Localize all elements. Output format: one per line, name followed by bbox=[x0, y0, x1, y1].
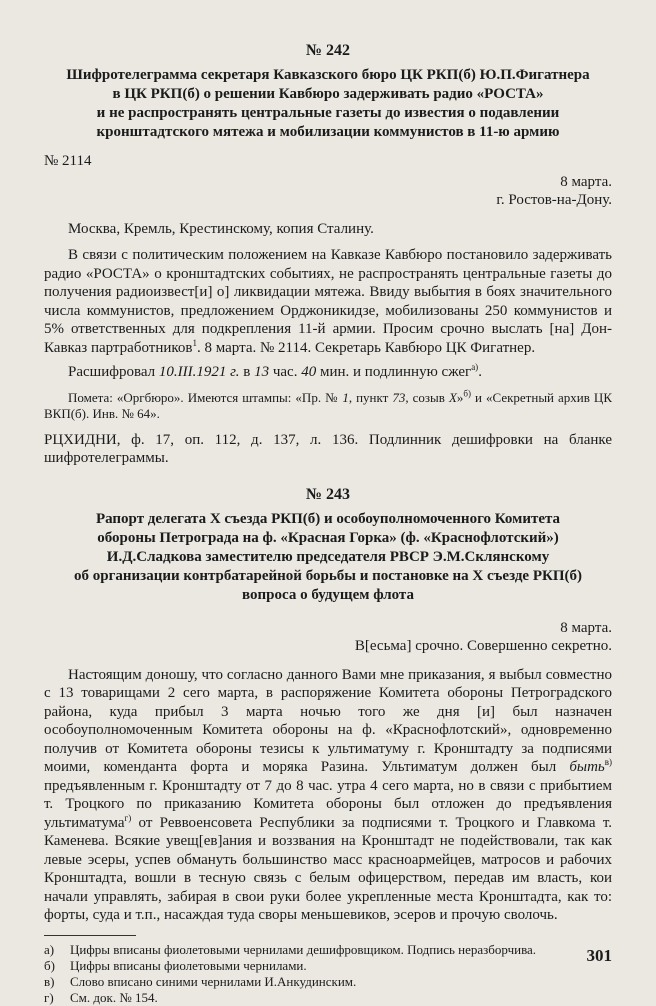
footnote-ref: а) bbox=[471, 362, 479, 372]
doc-243-title bbox=[44, 510, 612, 605]
doc-243-body: Настоящим доношу, что согласно данного Вами мне приказания, я выбыл совместно с 13 товарищами 2 сего марта, в распоряжение Комитета обороны Петроградского района, куда прибыл 3 марта ночью того же дня [и] был назначен особоуполномоченным Комитета обороны на ф. «Краснофлотский», одновременно получив от Комитета обороны тезисы к ультиматуму г. Кронштадту за подписями моими, коменданта форта и моряка Разина. Ультиматум должен был быть$^{в)}$ предъявленным г. Кронштадту от 7 до 8 час. утра 4 сего марта, но в связи с прибытием т. Троцкого по приказанию Комитета обороны был отложен до предъявления ультиматума$^{г)}$ от Реввоенсовета Республики за подписями т. Троцкого и Главкома т. Каменева. Всякие увещ[ев]ания и воззвания на Кронштадт не подействовали, так как левые эсеры, успев обмануть большинство масс красноармейцев, матросов и рабочих Кронштадта, вошли в тесную связь с белым офицерством, передав им власть, кои начали управлять, забирая в свои руки более укрепленные места Кронштадта, как то: форты, суда и т.п., насаждая туда своры меньшевиков, эсеров и прочую сволочь. bbox=[44, 666, 612, 923]
doc-242-title bbox=[44, 66, 612, 142]
footnotes bbox=[44, 942, 612, 1006]
doc-243-title-line: И.Д.Сладкова заместителю председателя РВСР Э.М.Склянскому bbox=[106, 548, 550, 565]
doc-242-address: Москва, Кремль, Крестинскому, копия Сталину. bbox=[68, 220, 374, 237]
doc-242-title-line: в ЦК РКП(б) о решении Кавбюро задерживать радио «РОСТА» bbox=[112, 86, 544, 102]
doc-242-notation: Помета: «Оргбюро». Имеются штампы: «Пр. № 1, пункт 73, созыв Х»$^{б)}$ и «Секретный архив ЦК ВКП(б). Инв. № 64». bbox=[44, 388, 612, 421]
doc-242-title-line: кронштадтского мятежа и мобилизации коммунистов в 11-ю армию bbox=[96, 124, 560, 140]
doc-242-title-line: и не распространять центральные газеты до известия о подавлении bbox=[96, 105, 560, 121]
footnote-ref: б) bbox=[463, 388, 471, 399]
doc-242-number: № 242 bbox=[305, 42, 351, 59]
footnote-ref: г) bbox=[124, 812, 132, 823]
doc-243-date: 8 марта. bbox=[560, 619, 612, 636]
doc-242-place: г. Ростов-на-Дону. bbox=[496, 192, 612, 208]
footnote: б) Цифры вписаны фиолетовыми чернилами. bbox=[44, 957, 307, 973]
doc-242-reg-number: № 2114 bbox=[44, 153, 92, 169]
doc-242-archive-ref: РЦХИДНИ, ф. 17, оп. 112, д. 137, л. 136. Подлинник дешифровки на бланке шифротелеграммы. bbox=[44, 431, 612, 466]
doc-243-title-line: обороны Петрограда на ф. «Красная Горка» (ф. «Краснофлотский») bbox=[97, 529, 559, 546]
doc-242-body: В связи с политическим положением на Кавказе Кавбюро постановило задерживать радио «РОСТА» о кронштадтских событиях, не распространять центральные газеты до получения радиоизвест[и] о] ликвидации мятежа. Ввиду выбытия в боях значительного числа коммунистов, предложением Орджоникидзе, мобилизованы 250 коммунистов и 5% ответственных для подкрепления 11-й армии. Просим срочно выслать [на] Дон-Кавказ партработников$^1$. 8 марта. № 2114. Секретарь Кавбюро ЦК Фигатнер. bbox=[44, 247, 612, 356]
footnote-ref: 1 bbox=[192, 337, 197, 348]
doc-243-title-line: вопроса о будущем флота bbox=[242, 586, 414, 603]
doc-243-priority: В[есьма] срочно. Совершенно секретно. bbox=[354, 638, 612, 654]
doc-242-date: 8 марта. bbox=[560, 173, 612, 190]
footnote: а) Цифры вписаны фиолетовыми чернилами дешифровщиком. Подпись неразборчива. bbox=[44, 941, 537, 957]
footnote-ref: в) bbox=[604, 757, 612, 767]
doc-243-title-line: Рапорт делегата Х съезда РКП(б) и особоуполномоченного Комитета bbox=[95, 510, 561, 527]
footnote: в) Слово вписано синими чернилами И.Анкудинским. bbox=[44, 973, 357, 989]
doc-243-number: № 243 bbox=[305, 485, 351, 503]
footnote-divider bbox=[44, 935, 136, 936]
doc-242-decipher-note: Расшифровал 10.III.1921 г. в 13 час. 40 мин. и подлинную сжег$^{а)}$. bbox=[68, 362, 482, 380]
footnote: г) См. док. № 154. bbox=[44, 989, 158, 1005]
doc-242-title-line: Шифротелеграмма секретаря Кавказского бюро ЦК РКП(б) Ю.П.Фигатнера bbox=[66, 67, 590, 83]
doc-243-title-line: об организации контрбатарейной борьбы и постановке на Х съезде РКП(б) bbox=[73, 567, 583, 584]
page-number: 301 bbox=[586, 946, 612, 965]
